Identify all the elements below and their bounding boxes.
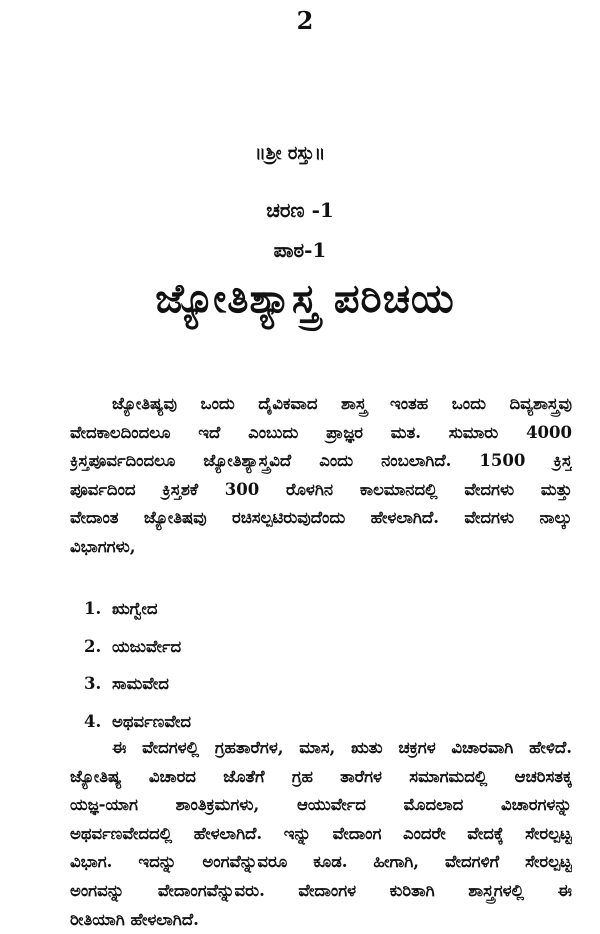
lesson-heading: ಪಾಠ-1 (273, 238, 327, 262)
text-line: ಜ್ಯೋತಿಷ್ಯ ವಿಚಾರದ ಜೊತೆಗೆ ಗ್ರಹ ತಾರೆಗಳ ಸಮಾಗಮದಲ್ಲಿ ಆಚರಿಸತಕ್ಕ (70, 766, 572, 786)
text-line: ಅಥರ್ವಣವೇದದಲ್ಲಿ ಹೇಳಲಾಗಿದೆ. ಇನ್ನು ವೇದಾಂಗ ಎಂದರೇ ವೇದಕ್ಕೆ ಸೇರಲ್ಪಟ್ಟ (70, 823, 572, 843)
list-number: 2. (84, 636, 102, 656)
text-line: ಜ್ಯೋತಿಷ್ಯವು ಒಂದು ದೈವಿಕವಾದ ಶಾಸ್ತ್ರ ಇಂತಹ ಒಂದು ದಿವ್ಯಶಾಸ್ತ್ರವು (112, 394, 572, 413)
chapter-title: ಜ್ಯೋತಿಶ್ಯಾಸ್ತ್ರ ಪರಿಚಯ (155, 275, 455, 322)
list-number: 1. (84, 599, 102, 618)
list-number: 4. (84, 711, 102, 731)
text-line: ವಿಭಾಗಗಳು, (70, 536, 136, 556)
vedas-list (84, 594, 191, 744)
list-item (84, 594, 191, 632)
page-number: 2 (296, 6, 314, 35)
list-text: ಸಾಮವೇದ (112, 674, 169, 693)
intro-paragraph (70, 390, 572, 562)
body-paragraph (70, 734, 572, 934)
list-text: ಅಥರ್ವಣವೇದ (112, 711, 192, 731)
invocation: ॥ಶ್ರೀ ರಸ್ತು॥ (254, 143, 326, 164)
text-line: ವಿಭಾಗ. ಇದನ್ನು ಅಂಗವೆನ್ನುವರೂ ಕೂಡ. ಹೀಗಾಗಿ, ವೇದಗಳಿಗೆ ಸೇರಲ್ಪಟ್ಟ (70, 852, 572, 872)
text-line: ಕ್ರಿಸ್ತಪೂರ್ವದಿಂದಲೂ ಜ್ಯೋತಿಶ್ಯಾಸ್ತ್ರವಿದೆ ಎಂದು ನಂಬಲಾಗಿದೆ. 1500 ಕ್ರಿಸ್ತ (70, 451, 572, 471)
list-item (84, 632, 191, 670)
text-line: ರೀತಿಯಾಗಿ ಹೇಳಲಾಗಿದೆ. (70, 909, 199, 929)
list-number: 3. (84, 674, 102, 693)
list-text: ಋಗ್ವೇದ (112, 599, 158, 618)
text-line: ಈ ವೇದಗಳಲ್ಲಿ ಗ್ರಹತಾರೆಗಳ, ಮಾಸ, ಋತು ಚಕ್ರಗಳ ವಿಚಾರವಾಗಿ ಹೇಳಿದೆ. (112, 738, 572, 757)
section-heading: ಚರಣ -1 (266, 198, 334, 222)
text-line: ಯಜ್ಞ-ಯಾಗ ಶಾಂತಿಕ್ರಮಗಳು, ಆಯುರ್ವೇದ ಮೊದಲಾದ ವಿಚಾರಗಳನ್ನು (70, 795, 572, 815)
text-line: ಪೂರ್ವದಿಂದ ಕ್ರಿಸ್ತಶಕೆ 300 ರೊಳಗಿನ ಕಾಲಮಾನದಲ್ಲಿ ವೇದಗಳು ಮತ್ತು (70, 479, 572, 499)
text-line: ಅಂಗವನ್ನು ವೇದಾಂಗವೆನ್ನುವರು. ವೇದಾಂಗಳ ಕುರಿತಾಗಿ ಶಾಸ್ತ್ರಗಳಲ್ಲಿ ಈ (70, 880, 572, 900)
list-text: ಯಜುರ್ವೇದ (112, 636, 182, 656)
text-line: ವೇದಕಾಲದಿಂದಲೂ ಇದೆ ಎಂಬುದು ಪ್ರಾಜ್ಞರ ಮತ. ಸುಮಾರು 4000 (70, 422, 572, 442)
text-line: ವೇದಾಂತ ಜ್ಯೋತಿಷವು ರಚಿಸಲ್ಪಟಿರುವುದೆಂದು ಹೇಳಲಾಗಿದೆ. ವೇದಗಳು ನಾಲ್ಕು (70, 508, 572, 528)
list-item (84, 669, 191, 707)
